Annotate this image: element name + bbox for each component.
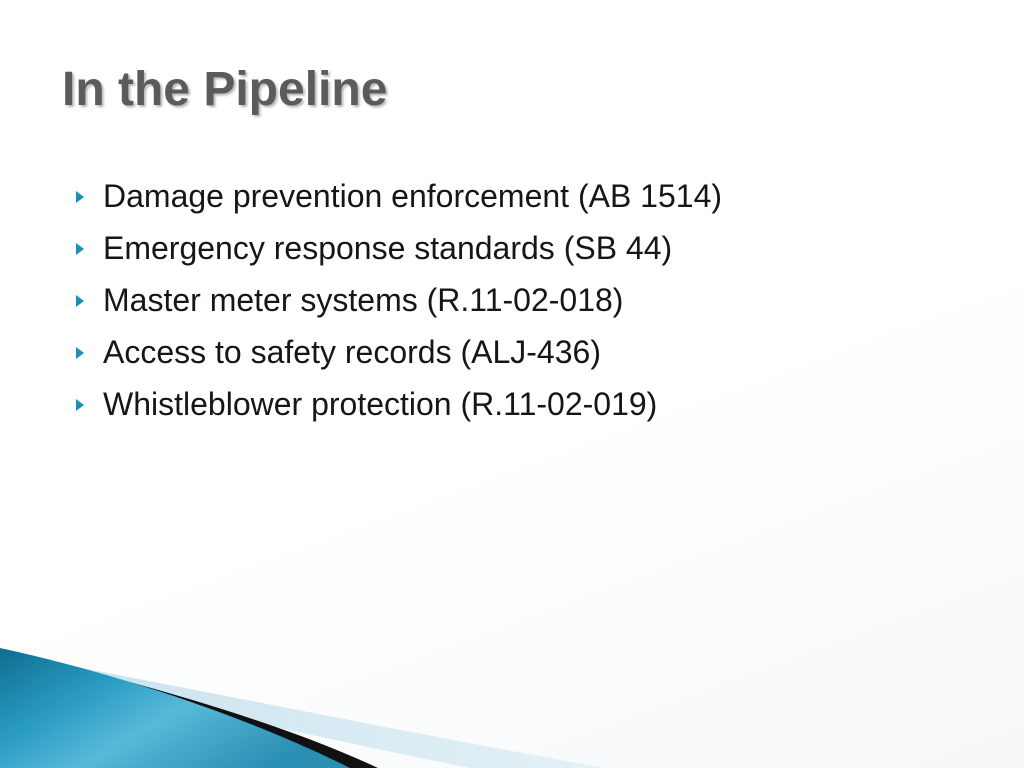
list-item (76, 326, 722, 378)
slide-title: In the Pipeline (62, 63, 388, 116)
bullet-text: Emergency response standards (SB 44) (103, 229, 673, 266)
list-item (76, 378, 722, 430)
triangle-right-icon (76, 243, 84, 255)
bullet-text: Damage prevention enforcement (AB 1514) (103, 177, 723, 214)
list-item (76, 274, 722, 326)
bullet-text: Master meter systems (R.11-02-018) (103, 281, 624, 318)
bullet-text: Access to safety records (ALJ-436) (103, 333, 601, 370)
triangle-right-icon (76, 295, 84, 307)
bullet-text: Whistleblower protection (R.11-02-019) (103, 385, 658, 422)
triangle-right-icon (76, 347, 84, 359)
decorative-swoosh (0, 644, 640, 768)
bullet-list (76, 170, 722, 430)
list-item (76, 170, 722, 222)
triangle-right-icon (76, 399, 84, 411)
triangle-right-icon (76, 191, 84, 203)
list-item (76, 222, 722, 274)
